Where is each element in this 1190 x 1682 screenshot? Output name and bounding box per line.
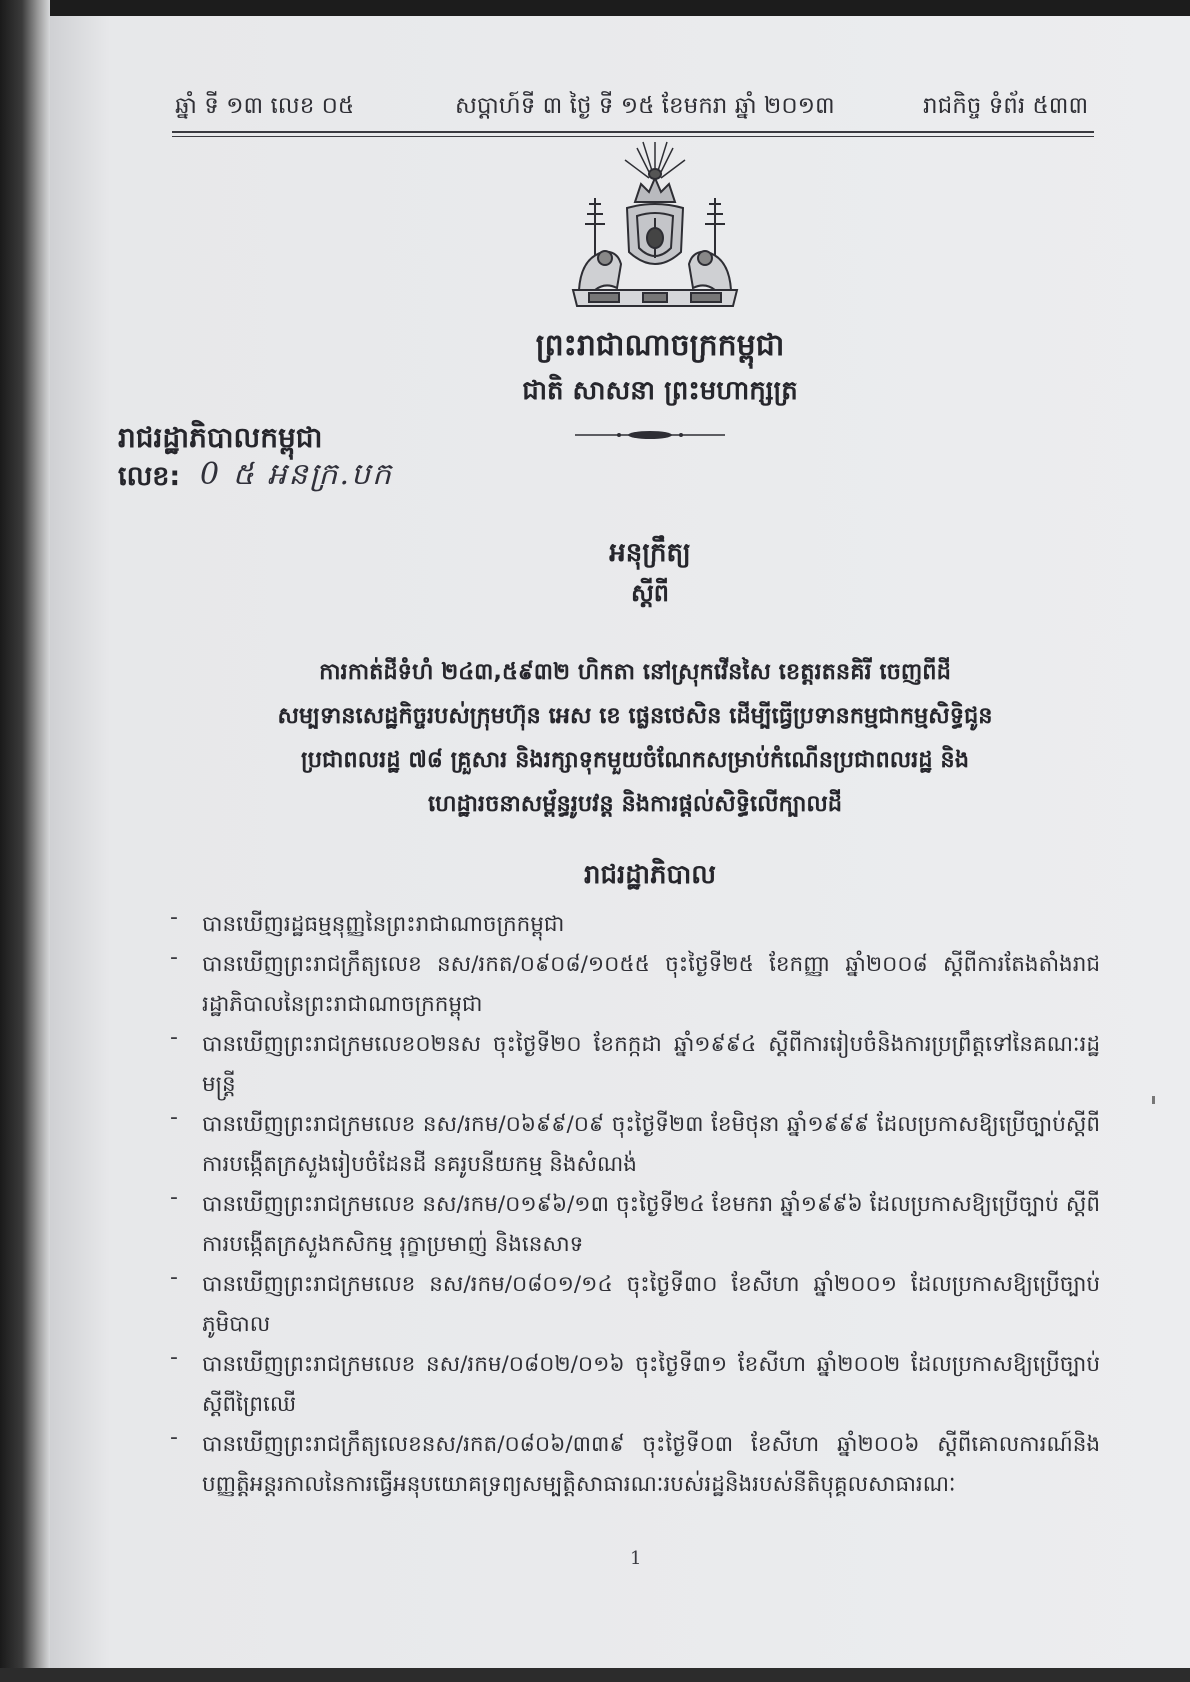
- list-item: [170, 905, 1100, 945]
- list-item: [170, 945, 1100, 1025]
- list-item: [170, 1185, 1100, 1265]
- list-item-text: បានឃើញព្រះរាជក្រមលេខ នស/រកម/០៨០១/១៤ ចុះថ្ងៃទី៣០ ខែសីហា ឆ្នាំ២០០១ ដែលប្រកាសឱ្យប្រើច្បាប់ភូមិបាល: [202, 1272, 1100, 1337]
- list-item-text: បានឃើញព្រះរាជក្រឹត្យលេខ នស/រកត/០៩០៨/១០៥៥ ចុះថ្ងៃទី២៥ ខែកញ្ញា ឆ្នាំ២០០៨ ស្ដីពីការតែងតាំងរាជរដ្ឋាភិបាលនៃព្រះរាជាណាចក្រកម្ពុជា: [202, 952, 1100, 1017]
- list-item-text: បានឃើញព្រះរាជក្រមលេខ០២នស ចុះថ្ងៃទី២០ ខែកក្កដា ឆ្នាំ១៩៩៤ ស្ដីពីការរៀបចំនិងការប្រព្រឹត្តទៅនៃគណៈរដ្ឋមន្ត្រី: [202, 1032, 1100, 1097]
- gazette-week-date: សប្ដាហ៍ទី ៣ ថ្ងៃ ទី ១៥ ខែមករា ឆ្នាំ ២០១៣: [455, 93, 835, 119]
- document-type: អនុក្រឹត្យ: [609, 538, 691, 568]
- header-rule-thick: [172, 131, 1094, 133]
- list-item-text: បានឃើញព្រះរាជក្រមលេខ នស/រកម/០៨០២/០១៦ ចុះថ្ងៃទី៣១ ខែសីហា ឆ្នាំ២០០២ ដែលប្រកាសឱ្យប្រើច្បាប់ស្ដីពីព្រៃឈើ: [202, 1352, 1100, 1417]
- scan-border-left: [0, 0, 50, 1682]
- reference-number-handwritten: 0 ៥ អនក្រ.បក: [200, 457, 394, 492]
- document-about: ស្ដីពី: [630, 579, 670, 607]
- list-dash: -: [170, 1265, 178, 1290]
- gazette-page-ref: រាជកិច្ច ទំព័រ ៥៣៣: [923, 93, 1089, 119]
- list-dash: -: [170, 1425, 178, 1450]
- document-title-line: ប្រជាពលរដ្ឋ ៧៨ គ្រួសារ និងរក្សាទុកមួយចំណែកសម្រាប់កំណើនប្រជាពលរដ្ឋ និង: [301, 747, 969, 773]
- section-heading: រាជរដ្ឋាភិបាល: [583, 860, 717, 890]
- scan-border-bottom: [0, 1668, 1190, 1682]
- list-item-text: បានឃើញព្រះរាជក្រមលេខ នស/រកម/០៦៩៩/០៩ ចុះថ្ងៃទី២៣ ខែមិថុនា ឆ្នាំ១៩៩៩ ដែលប្រកាសឱ្យប្រើច្បាប់ស្ដីពីការបង្កើតក្រសួងរៀបចំដែនដី នគរូបនីយកម្ម និងសំណង់: [202, 1112, 1100, 1177]
- list-item: [170, 1345, 1100, 1425]
- scan-border-top: [20, 0, 1190, 16]
- scan-speck: [1152, 1096, 1155, 1104]
- list-item: [170, 1025, 1100, 1105]
- document-title-line: សម្បទានសេដ្ឋកិច្ចរបស់ក្រុមហ៊ុន អេស ខេ ផ្លេនថេសិន ដើម្បីធ្វើប្រទានកម្មជាកម្មសិទ្ធិជូន: [277, 703, 993, 729]
- list-item-text: បានឃើញព្រះរាជក្រមលេខ នស/រកម/០១៩៦/១៣ ចុះថ្ងៃទី២៤ ខែមករា ឆ្នាំ១៩៩៦ ដែលប្រកាសឱ្យប្រើច្បាប់ ស្ដីពីការបង្កើតក្រសួងកសិកម្ម រុក្ខាប្រមាញ់ និងនេសាទ: [202, 1192, 1100, 1257]
- header-rule-thin: [172, 136, 1094, 137]
- gazette-year-issue: ឆ្នាំ ទី ១៣ លេខ ០៥: [175, 93, 355, 119]
- document-title-line: ការកាត់ដីទំហំ ២៤៣,៥៩៣២ ហិកតា នៅស្រុកវើនសៃ ខេត្តរតនគិរី ចេញពីដី: [319, 659, 951, 685]
- list-item-text: បានឃើញរដ្ឋធម្មនុញ្ញនៃព្រះរាជាណាចក្រកម្ពុជា: [202, 912, 565, 937]
- list-dash: -: [170, 945, 178, 970]
- list-dash: -: [170, 1185, 178, 1210]
- issuing-government: រាជរដ្ឋាភិបាលកម្ពុជា: [118, 421, 323, 454]
- kingdom-name: ព្រះរាជាណាចក្រកម្ពុជា: [535, 328, 785, 363]
- list-dash: -: [170, 1025, 178, 1050]
- list-item: [170, 1425, 1100, 1505]
- national-motto: ជាតិ សាសនា ព្រះមហាក្សត្រ: [522, 376, 798, 406]
- list-item: [170, 1105, 1100, 1185]
- list-item-text: បានឃើញព្រះរាជក្រឹត្យលេខនស/រកត/០៨០៦/៣៣៩ ចុះថ្ងៃទី០៣ ខែសីហា ឆ្នាំ២០០៦ ស្ដីពីគោលការណ៍និងបញ្ញត្តិអន្តរកាលនៃការធ្វើអនុបយោគទ្រព្យសម្បត្តិសាធារណៈរបស់រដ្ឋនិងរបស់នីតិបុគ្គលសាធារណៈ: [202, 1432, 1100, 1497]
- reference-label: លេខ:: [118, 461, 181, 492]
- document-title-line: ហេដ្ឋារចនាសម្ព័ន្ធរូបវន្ត និងការផ្ដល់សិទ្ធិលើក្បាលដី: [427, 791, 843, 817]
- list-dash: -: [170, 1105, 178, 1130]
- list-item: [170, 1265, 1100, 1345]
- list-dash: -: [170, 905, 178, 930]
- page-number: 1: [630, 1548, 642, 1569]
- royal-coat-of-arms-icon: [565, 140, 745, 312]
- ornament-divider-icon: [575, 429, 725, 441]
- list-dash: -: [170, 1345, 178, 1370]
